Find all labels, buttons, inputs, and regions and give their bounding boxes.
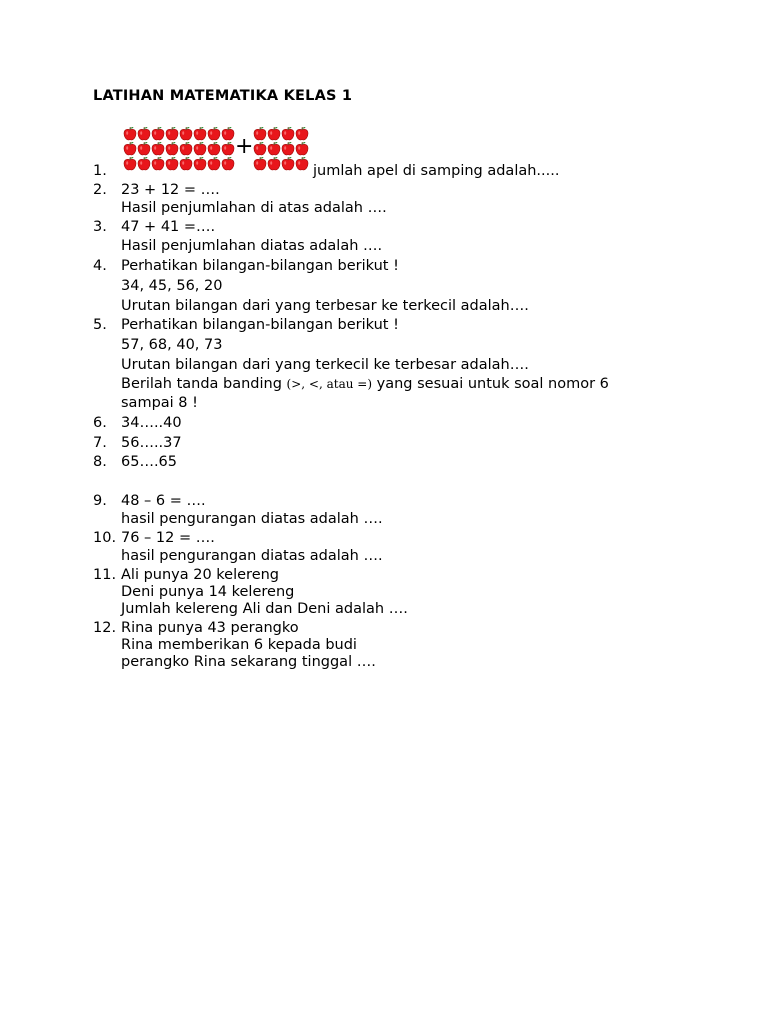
apple-icon <box>179 156 193 171</box>
apple-icon <box>281 141 295 156</box>
apple-icon <box>281 156 295 171</box>
question-number: 11. <box>93 567 117 583</box>
apple-icon <box>221 156 235 171</box>
question-text: Perhatikan bilangan-bilangan berikut ! <box>121 258 399 274</box>
question-number: 2. <box>93 182 107 198</box>
apple-icon <box>221 141 235 156</box>
apple-group-right <box>253 126 309 171</box>
apple-icon <box>137 141 151 156</box>
question-number: 6. <box>93 415 107 431</box>
plus-sign: + <box>235 134 254 159</box>
apple-icon <box>295 156 309 171</box>
question-text: 34, 45, 56, 20 <box>121 278 223 294</box>
apple-icon <box>253 141 267 156</box>
apple-icon <box>151 126 165 141</box>
apple-icon <box>221 126 235 141</box>
instruction-part: Berilah tanda banding <box>121 376 282 392</box>
apple-icon <box>151 156 165 171</box>
apple-icon <box>193 156 207 171</box>
question-text: Jumlah kelereng Ali dan Deni adalah …. <box>121 601 408 617</box>
question-text: hasil pengurangan diatas adalah …. <box>121 511 383 527</box>
question-text: 57, 68, 40, 73 <box>121 337 223 353</box>
apple-icon <box>295 141 309 156</box>
apple-icon <box>179 141 193 156</box>
apple-icon <box>179 126 193 141</box>
apple-icon <box>207 126 221 141</box>
apple-icon <box>193 141 207 156</box>
question-text: 47 + 41 =…. <box>121 219 216 235</box>
question-text: Urutan bilangan dari yang terbesar ke terkecil adalah…. <box>121 298 529 314</box>
apple-icon <box>267 141 281 156</box>
question-text: 23 + 12 = …. <box>121 182 220 198</box>
apple-icon <box>281 126 295 141</box>
question-text: perangko Rina sekarang tinggal …. <box>121 654 376 670</box>
question-text: Rina memberikan 6 kepada budi <box>121 637 357 653</box>
question-text: 56…..37 <box>121 435 182 451</box>
question-text: 76 – 12 = …. <box>121 530 215 546</box>
question-number: 10. <box>93 530 117 546</box>
question-text: 48 – 6 = …. <box>121 493 206 509</box>
apple-icon <box>207 141 221 156</box>
question-text: Hasil penjumlahan diatas adalah …. <box>121 238 383 254</box>
question-number: 5. <box>93 317 107 333</box>
apple-icon <box>123 126 137 141</box>
instruction-text: sampai 8 ! <box>121 395 198 411</box>
question-text: 65….65 <box>121 454 178 470</box>
apple-icon <box>193 126 207 141</box>
question-number: 12. <box>93 620 117 636</box>
apple-icon <box>123 156 137 171</box>
question-text: hasil pengurangan diatas adalah …. <box>121 548 383 564</box>
question-number: 9. <box>93 493 107 509</box>
apple-icon <box>295 126 309 141</box>
apple-icon <box>165 141 179 156</box>
question-number: 3. <box>93 219 107 235</box>
question-number: 4. <box>93 258 107 274</box>
apple-icon <box>267 126 281 141</box>
question-text: Deni punya 14 kelereng <box>121 584 295 600</box>
apple-icon <box>137 126 151 141</box>
question-text: Urutan bilangan dari yang terkecil ke terbesar adalah…. <box>121 357 529 373</box>
question-text: jumlah apel di samping adalah..... <box>313 163 560 179</box>
apple-icon <box>165 126 179 141</box>
question-number: 8. <box>93 454 107 470</box>
apple-icon <box>253 156 267 171</box>
apple-icon <box>137 156 151 171</box>
instruction-part: yang sesuai untuk soal nomor 6 <box>376 376 609 392</box>
apple-icon <box>207 156 221 171</box>
apple-group-left <box>123 126 235 171</box>
apple-icon <box>151 141 165 156</box>
question-text: Ali punya 20 kelereng <box>121 567 280 583</box>
page-title: LATIHAN MATEMATIKA KELAS 1 <box>93 88 353 104</box>
question-number: 1. <box>93 163 107 179</box>
apple-icon <box>253 126 267 141</box>
instruction-text <box>121 376 609 392</box>
question-text: Hasil penjumlahan di atas adalah …. <box>121 200 387 216</box>
question-text: 34…..40 <box>121 415 182 431</box>
apple-icon <box>267 156 281 171</box>
apple-icon <box>123 141 137 156</box>
apple-icon <box>165 156 179 171</box>
question-text: Rina punya 43 perangko <box>121 620 299 636</box>
comparison-symbols: (>, <, atau =) <box>286 377 373 391</box>
question-text: Perhatikan bilangan-bilangan berikut ! <box>121 317 399 333</box>
question-number: 7. <box>93 435 107 451</box>
